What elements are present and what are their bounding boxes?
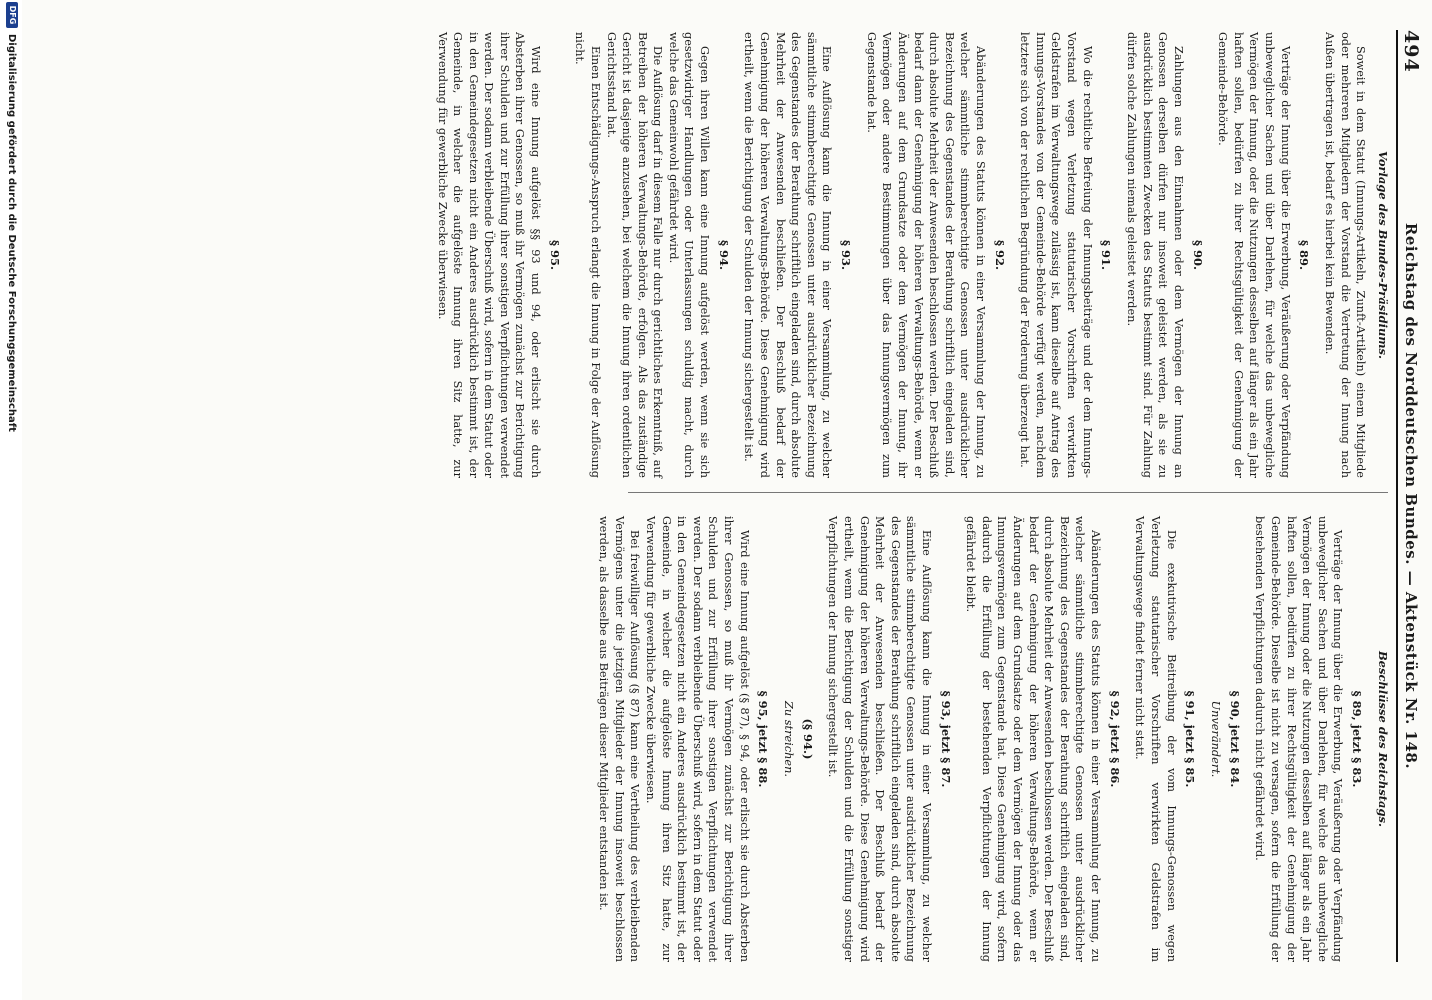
paragraph: Gegen ihren Willen kann eine Innung aufgelöst werden, wenn sie sich gesetzwidriger Handlungen oder Unterlassungen schuldig macht, durch welche das Gemeinwohl gefährdet wird. [666,32,712,478]
paragraph: Zahlungen aus den Einnahmen oder dem Vermögen der Innung an Genossen derselben dürfen nur insoweit geleistet werden, als sie zu ausdrücklich bestimmten Zwecken des Statuts bestimmt sind. Für Zahlung dürfen solche Zahlungen niemals geleistet werden. [1125,32,1185,478]
column-divider [628,492,1388,493]
paragraph: Wird eine Innung aufgelöst §§ 93 und 94, oder erlischt sie durch Absterben ihrer Genossen, so muß ihr Vermögen zunächst zur Berichtigung ihrer Schulden und zur Erfüllung ihrer sonstigen Verpflichtungen verwendet werden. Der sodann verbleibende Überschuß wird, sofern in dem Statut oder in den Gemeindegesetzen nicht ein Anderes ausdrücklich bestimmt ist, der Gemeinde, in welcher die aufgelöste Innung ihren Sitz hatte, zur Verwendung für gewerbliche Zwecke überwiesen. [435,32,542,478]
digitization-credit: Digitalisierung gefördert durch die Deutsche Forschungsgemeinschaft [6,34,17,432]
section-number: § 95, jetzt § 88. [756,690,771,788]
paragraph: Die Auflösung darf in diesem Falle nur durch gerichtliches Erkenntniß, auf Betreiben der höheren Verwaltungs-Behörde, erfolgen. Als das zuständige Gericht ist dasjenige anzusehen, bei welchem die Innung ihren ordentlichen Gerichtsstand hat. [604,32,665,478]
paragraph: Soweit in dem Statut (Innungs-Artikeln, Zunft-Artikeln) einem Mitgliede oder mehreren Mitgliedern der Vorstand die Vertretung der Innung nach Außen übertragen ist, bedarf es hierbei kein Bewenden. [1322,32,1368,478]
page-header [1396,30,1426,962]
paragraph: Wird eine Innung aufgelöst (§ 87), § 94, oder erlischt sie durch Absterben ihrer Genossen, so muß ihr Vermögen zunächst zur Berichtigung ihrer Schulden und zur Erfüllung ihrer sonstigen Verpflichtungen verwendet werden. Der sodann verbleibende Überschuß wird, sofern in dem Statut oder in den Gemeindegesetzen nicht ein Anderes ausdrücklich bestimmt ist, der Gemeinde, in welcher die aufgelöste Innung ihren Sitz hatte, zur Verwendung für gewerbliche Zwecke überwiesen. [644,516,751,962]
paragraph: Einen Entschädigungs-Anspruch erlangt die Innung in Folge der Auflösung nicht. [573,32,603,478]
paragraph: Verträge der Innung über die Erwerbung, Veräußerung oder Verpfändung unbeweglicher Sachen und über Darlehen, für welche das unbewegliche Vermögen der Innung, oder die Nutzungen desselben auf länger als ein Jahr haften sollen, bedürfen zu ihrer Rechtsgültigkeit der Genehmigung der Gemeinde-Behörde. [1216,32,1292,478]
section-number: § 93, jetzt § 87. [938,690,953,788]
section-note: Unverändert. [1208,700,1222,778]
digitization-footer [0,0,22,1000]
page-number: 494 [1400,30,1422,73]
paragraph: Die exekutivische Beitreibung der vom Innungs-Genossen wegen Verletzung statutarischer Vorschriften verwirkten Geldstrafen im Verwaltungswege findet ferner nicht statt. [1133,516,1178,962]
left-column-heading: Vorlage des Bundes-Präsidiums. [1376,150,1390,360]
dfg-logo-icon: DFG [6,2,18,28]
paragraph: Bei freiwilliger Auflösung (§ 87) kann eine Vertheilung des verbleibenden Vermögens unter die jetzigen Mitglieder der Innung insoweit beschlossen werden, als dasselbe aus Beiträgen dieser Mitglieder entstanden ist. [597,516,642,962]
section-number: § 95. [547,239,562,271]
section-note: Zu streichen. [781,701,795,777]
section-number: § 93. [839,239,854,271]
section-number: § 91. [1099,239,1114,271]
section-number: § 90, jetzt § 84. [1227,690,1242,788]
paragraph: Eine Auflösung kann die Innung in einer Versammlung, zu welcher sämmtliche stimmberechtigte Genossen unter ausdrücklicher Bezeichnung des Gegenstandes der Berathung schriftlich eingeladen sind, durch absolute Mehrheit der Anwesenden beschließen. Der Beschluß bedarf der Genehmigung der höheren Verwaltungs-Behörde. Diese Genehmigung wird ertheilt, wenn die Berichtigung der Schulden der Innung sichergestellt ist. [742,32,834,478]
paragraph: Verträge der Innung über die Erwerbung, Veräußerung oder Verpfändung unbeweglicher Sachen und über Darlehen, für welche das unbewegliche Vermögen der Innung oder die Nutzungen desselben auf länger als ein Jahr haften sollen, bedürfen zu ihrer Rechtsgültigkeit der Genehmigung der Gemeinde-Behörde. Dieselbe ist nicht zu versagen, sofern die Erfüllung der bestehenden Verpflichtungen dadurch nicht gefährdet wird. [1253,516,1345,962]
section-number: (§ 94.) [800,718,815,760]
section-number: § 90. [1190,239,1205,271]
section-number: § 92. [992,239,1007,271]
section-number: § 89, jetzt § 83. [1350,690,1365,788]
running-title: Reichstag des Norddeutschen Bundes. — Aktenstück Nr. 148. [1402,222,1420,770]
left-column [434,32,1392,478]
paragraph: Abänderungen des Statuts können in einer Versammlung der Innung, zu welcher sämmtliche stimmberechtigte Genossen unter ausdrücklicher Bezeichnung des Gegenstandes der Berathung schriftlich eingeladen sind, durch absolute Mehrheit der Anwesenden beschlossen werden. Der Beschluß bedarf der Genehmigung der höheren Verwaltungs-Behörde, wenn er Änderungen auf dem Grundsatze oder dem Vermögen der Innung oder das Innungsvermögen zum Gegenstande hat. Diese Genehmigung wird, sofern dadurch die Erfüllung der bestehenden Verpflichtungen der Innung gefährdet bleibt. [964,516,1102,962]
right-column-heading: Beschlüsse des Reichstags. [1376,650,1390,828]
paragraph: Wo die rechtliche Befreiung der Innungsbeiträge und der dem Innungs-Vorstand wegen Verletzung statutarischer Vorschriften verwirkten Geldstrafen im Verwaltungswege zulässig ist, kann dieselbe auf Antrag des Innungs-Vorstandes von der Gemeinde-Behörde verfügt werden, nachdem letztere sich von der rechtlichen Begründung der Forderung überzeugt hat. [1018,32,1094,478]
section-number: § 92, jetzt § 86. [1107,690,1122,788]
section-number: § 91, jetzt § 85. [1183,690,1198,788]
paragraph: Abänderungen des Statuts können in einer Versammlung der Innung, zu welcher sämmtliche stimmberechtigte Genossen unter ausdrücklicher Bezeichnung des Gegenstandes der Berathung schriftlich eingeladen sind, durch absolute Mehrheit der Anwesenden beschlossen werden. Der Beschluß bedarf dann der Genehmigung der höheren Verwaltungs-Behörde, wenn er Änderungen auf dem Grundsatze oder dem Vermögen der Innung, ihr Vermögen oder andere Bestimmungen über das Innungsvermögen zum Gegenstande hat. [864,32,987,478]
right-column [596,516,1392,962]
section-number: § 94. [716,239,731,271]
section-number: § 89. [1297,239,1312,271]
paragraph: Eine Auflösung kann die Innung in einer Versammlung, zu welcher sämmtliche stimmberechtigte Genossen unter ausdrücklicher Bezeichnung des Gegenstandes der Berathung schriftlich eingeladen sind, durch absolute Mehrheit der Anwesenden beschließen. Der Beschluß bedarf der Genehmigung der höheren Verwaltungs-Behörde. Diese Genehmigung wird ertheilt, wenn die Berichtigung der Schulden und die Erfüllung sonstiger Verpflichtungen der Innung sichergestellt ist. [826,516,933,962]
